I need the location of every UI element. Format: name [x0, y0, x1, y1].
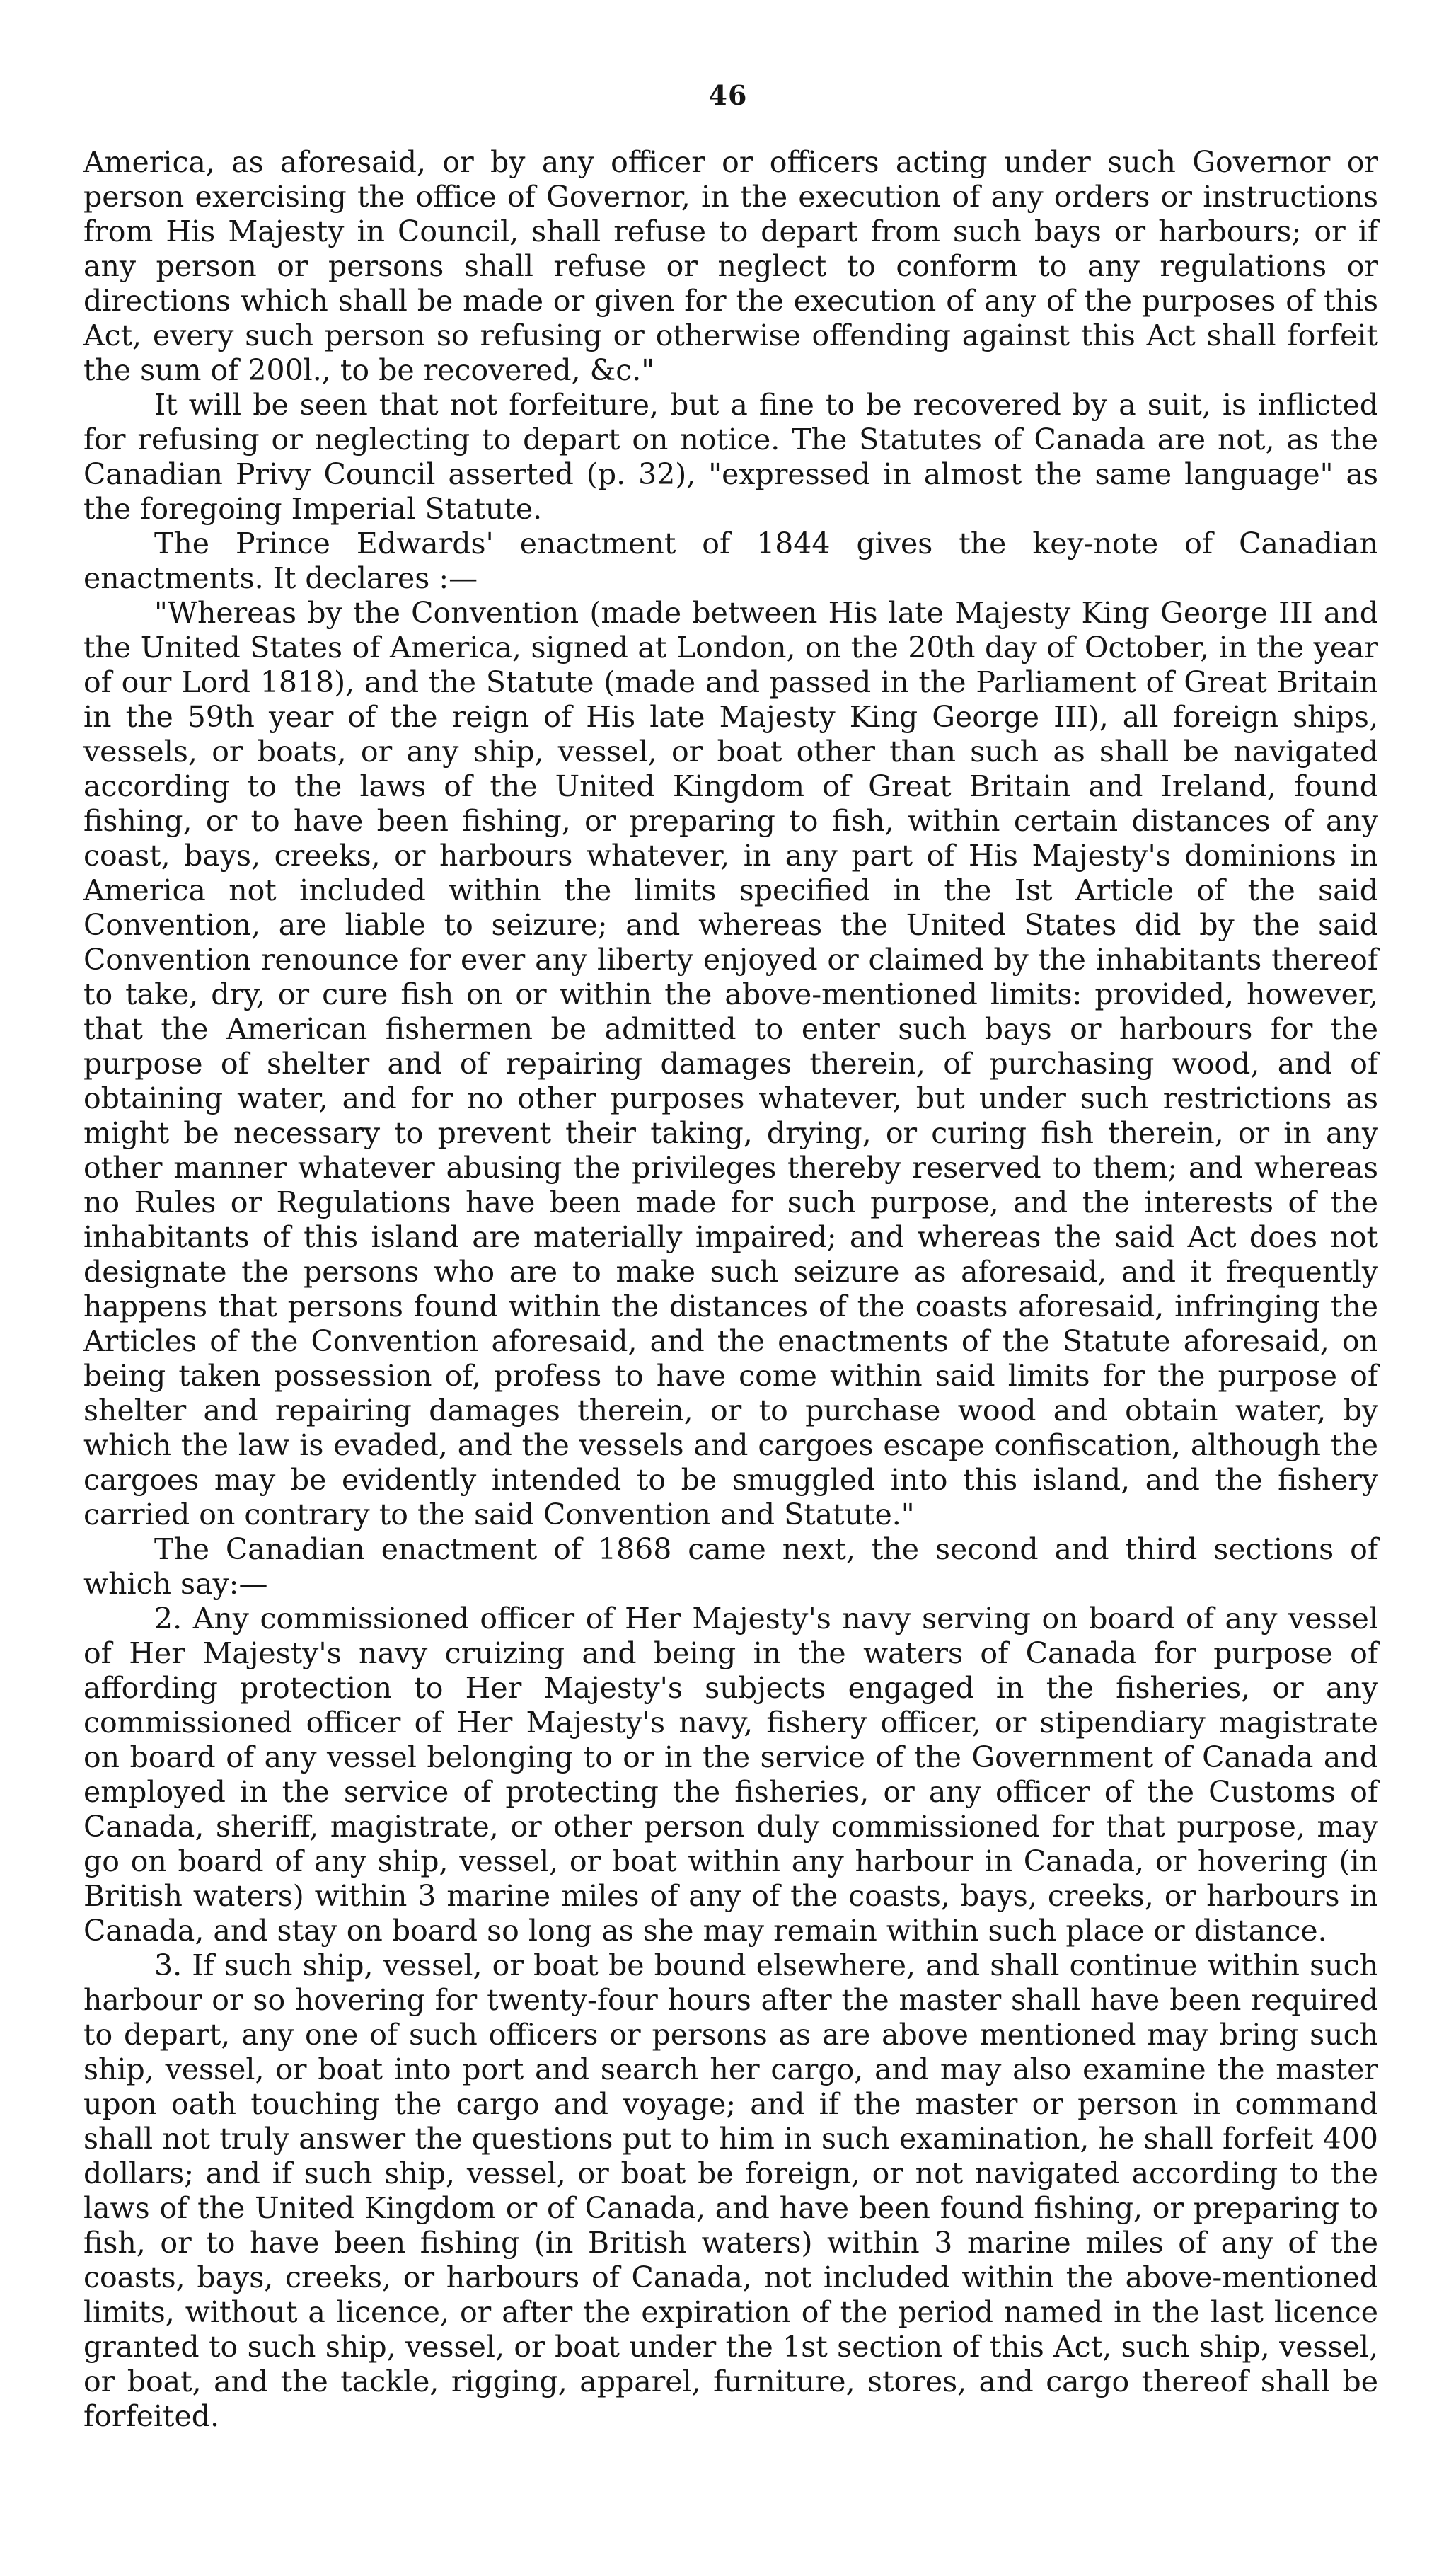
paragraph-canadian-1868-intro: The Canadian enactment of 1868 came next, the second and third sections of which say:— [83, 1532, 1378, 1601]
paragraph-continuation: America, as aforesaid, or by any officer or officers acting under such Governor or person exercising the office of Governor, in the execution of any orders or instructions from His Majesty in Council, shall refuse to depart from such bays or harbours; or if any person or persons shall refuse or neglect to conform to any regulations or directions which shall be made or given for the execution of any of the purposes of this Act, every such person so refusing or otherwise offending against this Act shall forfeit the sum of 200l., to be recovered, &c." [83, 145, 1378, 387]
page-number: 46 [708, 79, 748, 111]
paragraph-section-3: 3. If such ship, vessel, or boat be bound elsewhere, and shall continue within such harbour or so hovering for twenty-four hours after the master shall have been required to depart, any one of such officers or persons as are above mentioned may bring such ship, vessel, or boat into port and search her cargo, and may also examine the master upon oath touching the cargo and voyage; and if the master or person in command shall not truly answer the questions put to him in such examination, he shall forfeit 400 dollars; and if such ship, vessel, or boat be foreign, or not navigated according to the laws of the United Kingdom or of Canada, and have been found fishing, or preparing to fish, or to have been fishing (in British waters) within 3 marine miles of any of the coasts, bays, creeks, or harbours of Canada, not included within the above-mentioned limits, without a licence, or after the expiration of the period named in the last licence granted to such ship, vessel, or boat under the 1st section of this Act, such ship, vessel, or boat, and the tackle, rigging, apparel, furniture, stores, and cargo thereof shall be forfeited. [83, 1948, 1378, 2433]
paragraph-commentary: It will be seen that not forfeiture, but a fine to be recovered by a suit, is inflicted for refusing or neglecting to depart on notice. The Statutes of Canada are not, as the Canadian Privy Council asserted (p. 32), "expressed in almost the same language" as the foregoing Imperial Statute. [83, 388, 1378, 526]
paragraph-prince-edward-intro: The Prince Edwards' enactment of 1844 gives the key-note of Canadian enactments. It declares :— [83, 527, 1378, 595]
body-text [83, 145, 1378, 2434]
paragraph-quoted-enactment: "Whereas by the Convention (made between His late Majesty King George III and the United States of America, signed at London, on the 20th day of October, in the year of our Lord 1818), and the Statute (made and passed in the Parliament of Great Britain in the 59th year of the reign of His late Majesty King George III), all foreign ships, vessels, or boats, or any ship, vessel, or boat other than such as shall be navigated according to the laws of the United Kingdom of Great Britain and Ireland, found fishing, or to have been fishing, or preparing to fish, within certain distances of any coast, bays, creeks, or harbours whatever, in any part of His Majesty's dominions in America not included within the limits specified in the Ist Article of the said Convention, are liable to seizure; and whereas the United States did by the said Convention renounce for ever any liberty enjoyed or claimed by the inhabitants thereof to take, dry, or cure fish on or within the above-mentioned limits: provided, however, that the American fishermen be admitted to enter such bays or harbours for the purpose of shelter and of repairing damages therein, of purchasing wood, and of obtaining water, and for no other purposes whatever, but under such restrictions as might be necessary to prevent their taking, drying, or curing fish therein, or in any other manner whatever abusing the privileges thereby reserved to them; and whereas no Rules or Regulations have been made for such purpose, and the interests of the inhabitants of this island are materially impaired; and whereas the said Act does not designate the persons who are to make such seizure as aforesaid, and it frequently happens that persons found within the distances of the coasts aforesaid, infringing the Articles of the Convention aforesaid, and the enactments of the Statute aforesaid, on being taken possession of, profess to have come within said limits for the purpose of shelter and repairing damages therein, or to purchase wood and obtain water, by which the law is evaded, and the vessels and cargoes escape confiscation, although the cargoes may be evidently intended to be smuggled into this island, and the fishery carried on contrary to the said Convention and Statute." [83, 596, 1378, 1531]
paragraph-section-2: 2. Any commissioned officer of Her Majesty's navy serving on board of any vessel of Her Majesty's navy cruizing and being in the waters of Canada for purpose of affording protection to Her Majesty's subjects engaged in the fisheries, or any commissioned officer of Her Majesty's navy, fishery officer, or stipendiary magistrate on board of any vessel belonging to or in the service of the Government of Canada and employed in the service of protecting the fisheries, or any officer of the Customs of Canada, sheriff, magistrate, or other person duly commissioned for that purpose, may go on board of any ship, vessel, or boat within any harbour in Canada, or hovering (in British waters) within 3 marine miles of any of the coasts, bays, creeks, or harbours in Canada, and stay on board so long as she may remain within such place or distance. [83, 1602, 1378, 1948]
